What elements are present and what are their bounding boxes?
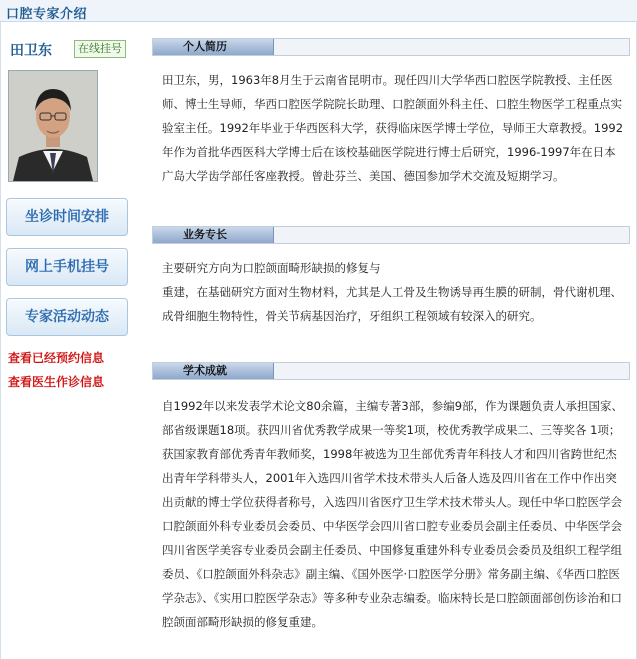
section-header-achievements bbox=[152, 362, 630, 380]
page-title: 口腔专家介绍 bbox=[6, 7, 88, 22]
section-title: 业务专长 bbox=[183, 228, 227, 241]
section-header-resume bbox=[152, 38, 630, 56]
expertise-text-line: 主要研究方向为口腔颌面畸形缺损的修复与 bbox=[162, 261, 381, 275]
doctor-portrait-image bbox=[9, 71, 97, 181]
section-body-expertise bbox=[162, 256, 624, 328]
page-header bbox=[0, 0, 637, 22]
sidebar bbox=[0, 22, 140, 659]
section-title: 个人简历 bbox=[183, 40, 227, 53]
expert-activity-button[interactable]: 专家活动动态 bbox=[6, 298, 128, 336]
resume-text: 田卫东，男，1963年8月生于云南省昆明市。现任四川大学华西口腔医学院教授、主任医师、博士生导师，华西口腔医学院院长助理、口腔颌面外科主任、口腔生物医学工程重点实验室主任。1992年毕业于华西医科大学，获得临床医学博士学位，导师王大章教授。1992年作为首批华西医科大学博士后在该校基础医学院进行博士后研究，1996-1997年在日本广岛大学齿学部任客座教授。曾赴芬兰、美国、德国参加学术交流及短期学习。 bbox=[162, 73, 624, 183]
online-registration-badge[interactable]: 在线挂号 bbox=[74, 40, 126, 58]
clinic-schedule-button[interactable]: 坐诊时间安排 bbox=[6, 198, 128, 236]
view-appointments-link[interactable]: 查看已经预约信息 bbox=[8, 351, 105, 365]
doctor-photo bbox=[8, 70, 98, 182]
section-body-resume bbox=[162, 68, 624, 188]
view-doctor-schedule-link[interactable]: 查看医生作诊信息 bbox=[8, 375, 105, 389]
doctor-name: 田卫东 bbox=[10, 43, 52, 59]
mobile-registration-button[interactable]: 网上手机挂号 bbox=[6, 248, 128, 286]
section-header-expertise bbox=[152, 226, 630, 244]
section-title: 学术成就 bbox=[183, 364, 227, 377]
expertise-text-line: 重建，在基础研究方面对生物材料，尤其是人工骨及生物诱导再生膜的研制，骨代谢机理、成骨细胞生物特性，骨关节病基因治疗，牙组织工程领域有较深入的研究。 bbox=[162, 285, 622, 323]
section-body-achievements bbox=[162, 394, 624, 634]
achievements-text: 自1992年以来发表学术论文80余篇，主编专著3部，参编9部，作为课题负责人承担国家、部省级课题18项。获四川省优秀教学成果一等奖1项，校优秀教学成果二、三等奖各 1项；获国家教育部优秀青年教师奖，1998年被选为卫生部优秀青年科技人才和四川省跨世纪杰出青年学科带头人，2001年入选四川省学术技术带头人后备人选及四川省在工作中作出突出贡献的博士学位获得者称号，入选四川省医疗卫生学术技术带头人。现任中华口腔医学会口腔颌面外科专业委员会委员、中华医学会四川省口腔专业委员会副主任委员、中华医学会四川省医学美容专业委员会副主任委员、中国修复重建外科专业委员会委员及组织工程学组委员、《口腔颌面外科杂志》副主编、《国外医学·口腔医学分册》常务副主编、《华西口腔医学杂志》、《实用口腔医学杂志》等多种专业杂志编委。临床特长是口腔颌面部创伤诊治和口腔颌面部畸形缺损的修复重建。 bbox=[162, 399, 624, 629]
